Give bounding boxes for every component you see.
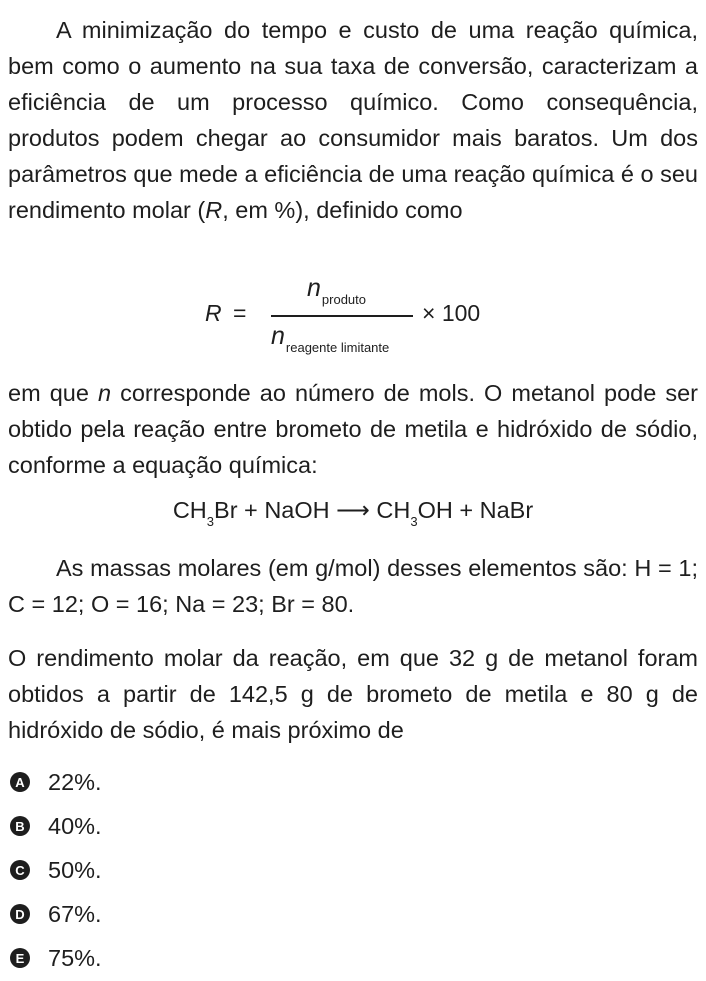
product-1-subscript: 3 <box>410 514 418 529</box>
intro-text: A minimização do tempo e custo de uma reação química, bem como o aumento na sua taxa de conversão, caracterizam a eficiência de um processo químico. Como consequência, produtos podem chegar ao consumidor mais baratos. Um dos parâmetros que mede a eficiência de uma reação química é o seu rendimento molar ( <box>8 17 698 223</box>
product-2: NaBr <box>479 497 534 523</box>
denominator-symbol: n <box>271 322 285 350</box>
option-e-badge: E <box>10 948 30 968</box>
formula-equals: = <box>233 300 247 326</box>
option-b-badge: B <box>10 816 30 836</box>
option-c-badge: C <box>10 860 30 880</box>
formula-lhs: R <box>205 300 222 326</box>
option-b[interactable] <box>10 804 102 848</box>
formula-numerator <box>307 274 366 307</box>
plus-sign-2: + <box>459 497 474 523</box>
intro-paragraph <box>8 12 698 228</box>
formula-denominator <box>271 322 390 355</box>
product-1 <box>376 497 453 529</box>
product-1-ch: CH <box>376 497 411 523</box>
intro-r-symbol: R <box>205 197 223 223</box>
reactant-1 <box>172 497 238 529</box>
option-d-badge: D <box>10 904 30 924</box>
intro-text-end: , em %), definido como <box>222 197 463 223</box>
numerator-subscript: produto <box>321 292 366 307</box>
definition-text-end: corresponde ao número de mols. O metanol pode ser obtido pela reação entre brometo de metila e hidróxido de sódio, conforme a equação química: <box>8 380 698 478</box>
reaction-arrow-icon: ⟶ <box>336 497 370 523</box>
answer-options <box>10 760 102 980</box>
option-c-text: 50%. <box>48 856 102 883</box>
option-a-badge: A <box>10 772 30 792</box>
definition-text: em que <box>8 380 98 406</box>
option-a-text: 22%. <box>48 768 102 795</box>
product-1-oh: OH <box>417 497 453 523</box>
option-a[interactable] <box>10 760 102 804</box>
formula-multiplier: × 100 <box>422 300 481 326</box>
reactant-1-ch: CH <box>172 497 207 523</box>
reactant-2: NaOH <box>264 497 330 523</box>
fraction-bar <box>271 315 413 317</box>
question-paragraph: O rendimento molar da reação, em que 32 g de metanol foram obtidos a partir de 142,5 g de brometo de metila e 80 g de hidróxido de sódio, é mais próximo de <box>8 645 698 743</box>
reactant-1-br: Br <box>214 497 238 523</box>
definition-n-symbol: n <box>97 380 112 406</box>
option-b-text: 40%. <box>48 812 102 839</box>
option-e[interactable] <box>10 936 102 980</box>
plus-sign-1: + <box>244 497 258 523</box>
molar-mass-paragraph: As massas molares (em g/mol) desses elementos são: H = 1; C = 12; O = 16; Na = 23; Br = 80. <box>8 555 698 617</box>
numerator-symbol: n <box>307 274 321 302</box>
denominator-subscript: reagente limitante <box>285 340 390 355</box>
option-d-text: 67%. <box>48 900 102 927</box>
option-d[interactable] <box>10 892 102 936</box>
option-e-text: 75%. <box>48 944 102 971</box>
chemical-equation <box>0 496 706 529</box>
reactant-1-subscript: 3 <box>206 514 215 529</box>
definition-paragraph <box>8 375 698 483</box>
option-c[interactable] <box>10 848 102 892</box>
yield-formula <box>205 274 525 364</box>
